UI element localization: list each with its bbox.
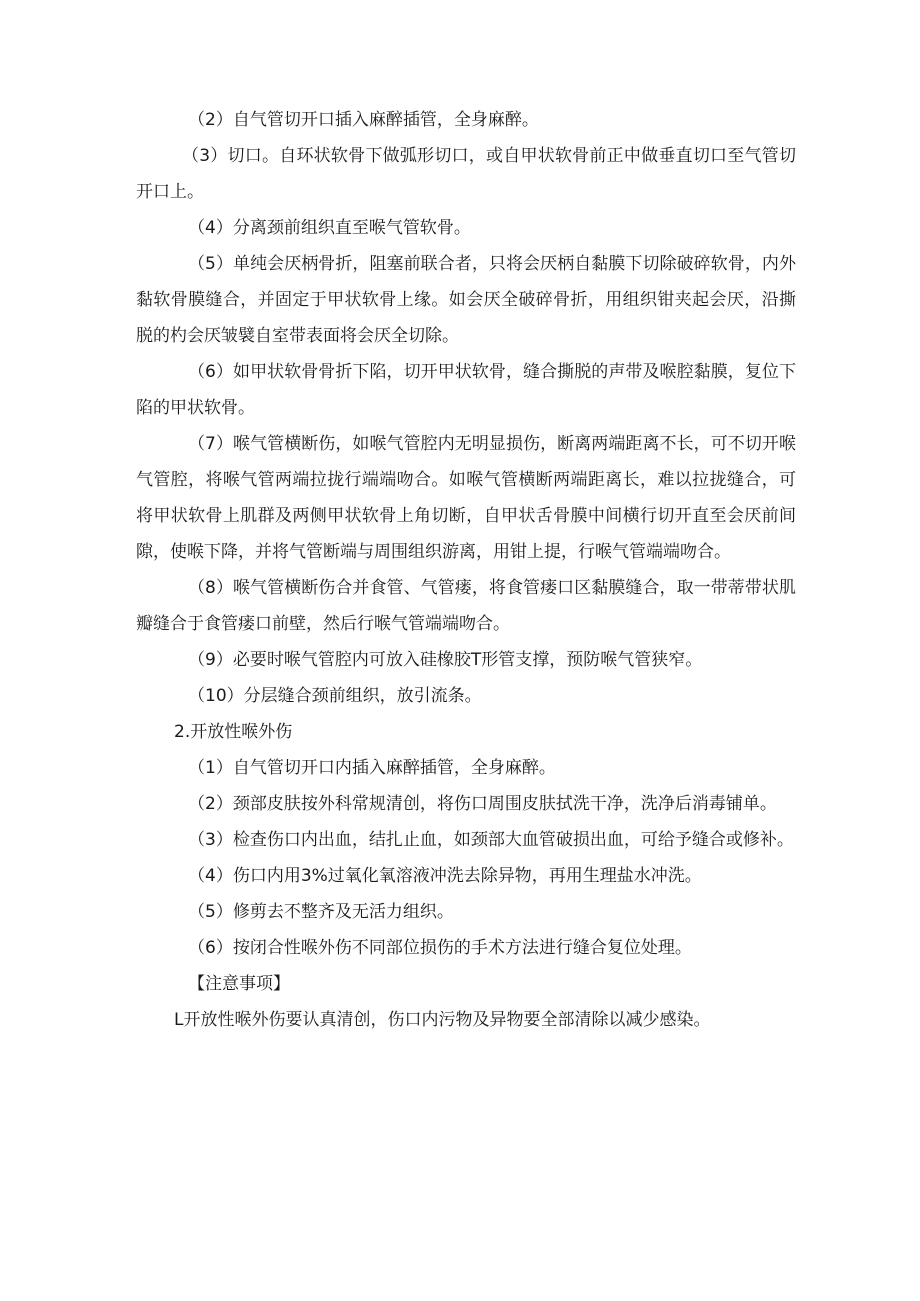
step-paragraph: （9）必要时喉气管腔内可放入硅橡胶T形管支撑，预防喉气管狭窄。 bbox=[188, 650, 703, 670]
step-paragraph: （6）按闭合性喉外伤不同部位损伤的手术方法进行缝合复位处理。 bbox=[188, 938, 692, 958]
step-paragraph: （1）自气管切开口内插入麻醉插管，全身麻醉。 bbox=[188, 758, 556, 778]
note-paragraph: L开放性喉外伤要认真清创，伤口内污物及异物要全部清除以减少感染。 bbox=[174, 1010, 711, 1030]
step-paragraph: （5）修剪去不整齐及无活力组织。 bbox=[188, 902, 454, 922]
step-paragraph: （7）喉气管横断伤，如喉气管腔内无明显损伤，断离两端距离不长，可不切开喉气管腔，将喉气管两端拉拢行端端吻合。如喉气管横断两端距离长，难以拉拢缝合，可将甲状软骨上肌群及两侧甲状软骨上角切断，自甲状舌骨膜中间横行切开直至会厌前间隙，使喉下降，并将气管断端与周围组织游离，用钳上提，行喉气管端端吻合。 bbox=[136, 434, 796, 562]
step-paragraph: （4）伤口内用3%过氧化氧溶液冲洗去除异物，再用生理盐水冲洗。 bbox=[188, 866, 702, 886]
step-paragraph: （4）分离颈前组织直至喉气管软骨。 bbox=[188, 218, 471, 238]
step-paragraph: （6）如甲状软骨骨折下陷，切开甲状软骨，缝合撕脱的声带及喉腔黏膜，复位下陷的甲状软骨。 bbox=[136, 362, 796, 418]
step-paragraph: （8）喉气管横断伤合并食管、气管瘘，将食管瘘口区黏膜缝合，取一带蒂带状肌瓣缝合于食管瘘口前壁，然后行喉气管端端吻合。 bbox=[136, 578, 796, 634]
document-body bbox=[136, 102, 796, 1038]
step-paragraph: （2）自气管切开口插入麻醉插管，全身麻醉。 bbox=[188, 110, 539, 130]
step-paragraph: （3）切口。自环状软骨下做弧形切口，或自甲状软骨前正中做垂直切口至气管切开口上。 bbox=[136, 146, 796, 202]
section-heading: 2.开放性喉外伤 bbox=[174, 722, 293, 742]
step-paragraph: （10）分层缝合颈前组织，放引流条。 bbox=[188, 686, 482, 706]
step-paragraph: （2）颈部皮肤按外科常规清创，将伤口周围皮肤拭洗干净，洗净后消毒铺单。 bbox=[188, 794, 777, 814]
step-paragraph: （5）单纯会厌柄骨折，阻塞前联合者，只将会厌柄自黏膜下切除破碎软骨，内外黏软骨膜缝合，并固定于甲状软骨上缘。如会厌全破碎骨折，用组织钳夹起会厌，沿撕脱的杓会厌皱襞自室带表面将会厌全切除。 bbox=[136, 254, 796, 346]
step-paragraph: （3）检查伤口内出血，结扎止血，如颈部大血管破损出血，可给予缝合或修补。 bbox=[188, 830, 794, 850]
notes-heading: 【注意事项】 bbox=[188, 974, 290, 994]
